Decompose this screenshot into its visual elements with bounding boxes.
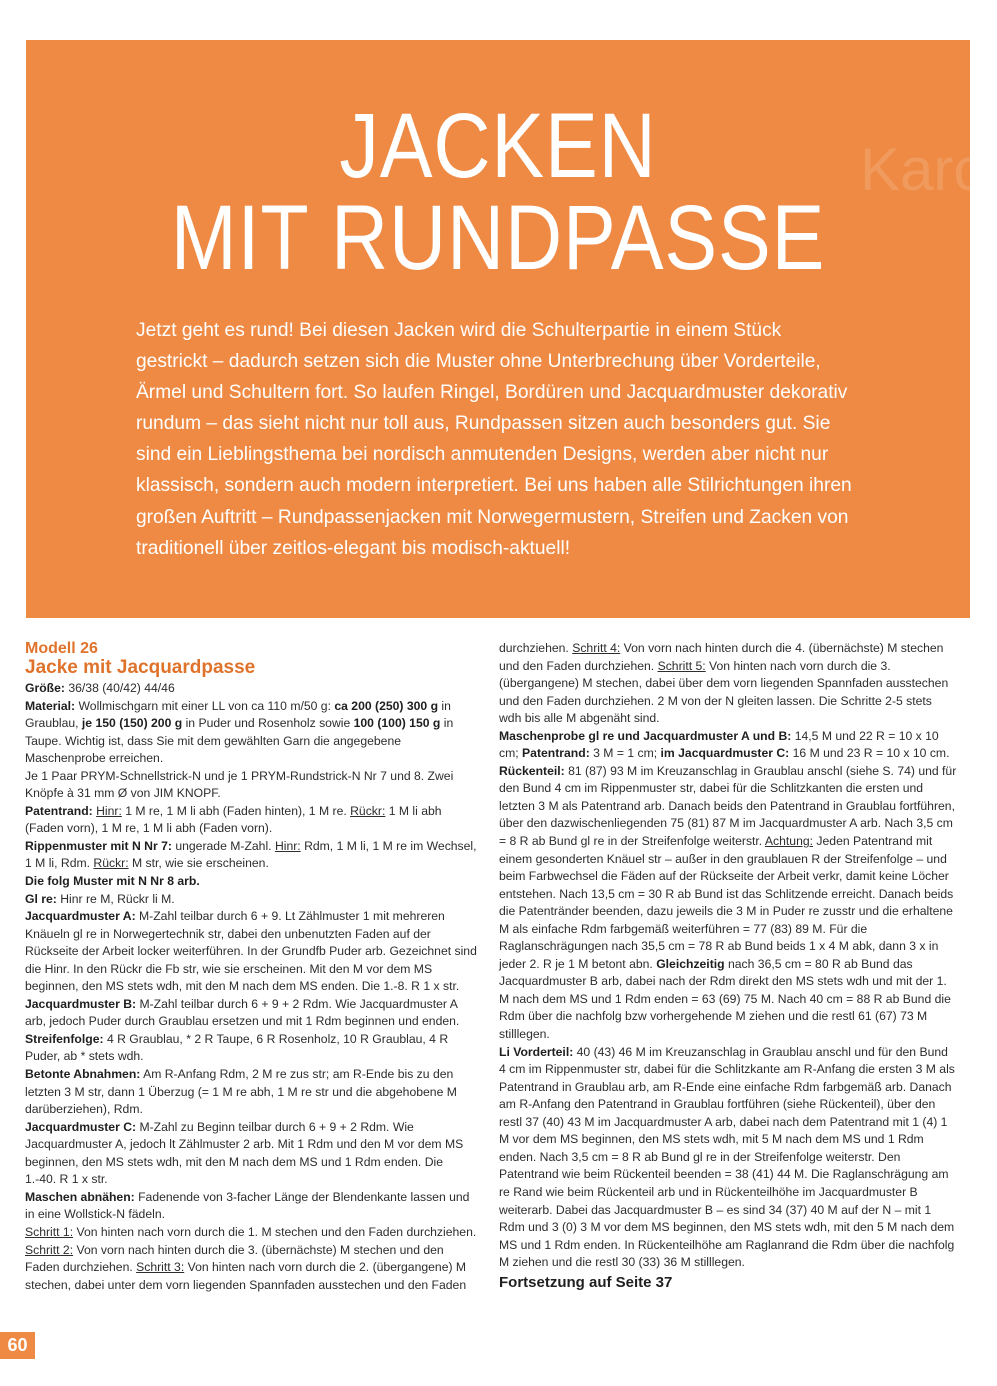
paragraph-jacquard-a: Jacquardmuster A: M-Zahl teilbar durch 6 + 9. Lt Zählmuster 1 mit mehreren Knäueln gl re in Norwegertechnik str, dabei den unbenutzten Faden auf der Rückseite der Arbeit locker weiterführen. In der Grundfb Puder arb. Gezeichnet sind die Hinr. In den Rückr die Fb str, wie sie erscheinen. Mit den M vor dem MS beginnen, den MS stets wdh, mit den M nach dem MS enden. Die 1.-8. R 1 x str. [25, 909, 477, 994]
paragraph-schritt-4-5: durchziehen. Schritt 4: Von vorn nach hinten durch die 4. (übernächste) M stechen und den Faden durchziehen. Schritt 5: Von hinten nach vorn durch die 3. (übergangene) M stechen, dabei über dem vorn liegenden Spannfaden ausstechen und den Faden durchziehen. 2 M von der N gleiten lassen. Die Schritte 2-5 stets wdh bis alle M abgenäht sind. [499, 641, 949, 726]
paragraph-gl-re: Gl re: Hinr re M, Rückr li M. [25, 891, 175, 906]
paragraph-patentrand: Patentrand: Hinr: 1 M re, 1 M li abh (Faden hinten), 1 M re. Rückr: 1 M li abh (Faden vorn), 1 M re, 1 M li abh (Faden vorn). [25, 803, 442, 836]
paragraph-schritt-2-3: Schritt 2: Von vorn nach hinten durch die 3. (übernächste) M stechen und den Faden durchziehen. Schritt 3: Von hinten nach vorn durch die 2. (übergangene) M stechen, dabei unter dem vorn liegenden Spannfaden ausstechen und den Faden [25, 1242, 467, 1292]
paragraph-schritt-1: Schritt 1: Von hinten nach vorn durch die 1. M stechen und den Faden durchziehen. [25, 1224, 477, 1239]
paragraph-betonte-abnahmen: Betonte Abnahmen: Am R-Anfang Rdm, 2 M re zus str; am R-Ende bis zu den letzten 3 M str, dann 1 Überzug (= 1 M re abh, 1 M re str und die abgehobene M darüberziehen), Rdm. [25, 1067, 457, 1117]
hero-banner [26, 40, 987, 618]
paragraph-jacquard-b: Jacquardmuster B: M-Zahl teilbar durch 6 + 9 + 2 Rdm. Wie Jacquardmuster A arb, jedoch Puder durch Graublau ersetzen und mit 1 Rdm beginnen und enden. [25, 996, 460, 1029]
paragraph-maschenprobe: Maschenprobe gl re und Jacquardmuster A und B: 14,5 M und 22 R = 10 x 10 cm; Patentrand: 3 M = 1 cm; im Jacquardmuster C: 16 M und 23 R = 10 x 10 cm. [499, 728, 950, 761]
paragraph-material: Material: Wollmischgarn mit einer LL von ca 110 m/50 g: ca 200 (250) 300 g in Graublau, je 150 (150) 200 g in Puder und Rosenholz sowie 100 (100) 150 g in Taupe. Wichtig ist, dass Sie mit dem gewählten Garn die angegebene Maschenprobe erreichen. [25, 698, 454, 766]
page-number: 60 [0, 1332, 35, 1359]
paragraph-rueckenteil: Rückenteil: 81 (87) 93 M im Kreuzanschlag in Graublau anschl (siehe S. 74) und für den Bund 4 cm im Rippenmuster str, dabei für die Schlitzkanten die ersten und letzten 3 M als Patentrand arb. Danach beids den Patentrand in Graublau fortführen, über den dazwischenliegenden 75 (81) 87 M im Jacquardmuster A arb. Nach 3,5 cm = 8 R ab Bund gl re in der Streifenfolge weiterstr. Achtung: Jeden Patentrand mit einem gesonderten Knäuel str – außer in den graublauen R der Streifenfolge – und beim Farbwechsel die Fäden auf der Rückseite der Arbeit verkr, damit keine Löcher entstehen. Nach 13,5 cm = 30 R ab Bund ist das Schlitzende erreicht. Danach beids die Patentränder beenden, dazu jeweils die 3 M in Puder re zusstr und die erhaltene M als einfache Rdm farbgemäß weiterführen = 77 (83) 89 M. Für die Raglanschrägungen nach 35,5 cm = 78 R ab Bund beids 1 x 4 M abk, dann 3 x in jeder 2. R je 1 M betont abn. Gleichzeitig nach 36,5 cm = 80 R ab Bund das Jacquardmuster B arb, dabei nach der Rdm direkt den MS stets wdh und mit der 1. M nach dem MS und 1 Rdm enden = 63 (69) 75 M. Nach 40 cm = 88 R ab Bund die Rdm über die nachfolg bzw vorhergehende M ziehen und die restl 61 (67) 73 M stilllegen. [499, 763, 957, 1042]
paragraph-groesse: Größe: 36/38 (40/42) 44/46 [25, 681, 175, 695]
right-column [499, 640, 957, 1291]
left-column [25, 640, 477, 1294]
title-line-1: JACKEN [339, 95, 657, 197]
paragraph-rippenmuster: Rippenmuster mit N Nr 7: ungerade M-Zahl. Hinr: Rdm, 1 M li, 1 M re im Wechsel, 1 M li, Rdm. Rückr: M str, wie sie erscheinen. [25, 838, 477, 871]
model-number: Modell 26 [25, 640, 98, 657]
paragraph-li-vorderteil: Li Vorderteil: 40 (43) 46 M im Kreuzanschlag in Graublau anschl und für den Bund 4 cm im Rippenmuster str, dabei für die Schlitzkante am R-Anfang die ersten 3 M als Patentrand in Graublau arb, am R-Ende eine einfache Rdm farbgemäß arb. Danach am R-Anfang den Patentrand in Graublau fortführen (siehe Rückenteil), über den restl 37 (40) 43 M im Jacquardmuster A arb, dabei nach dem Patentrand mit 1 (4) 1 M vor dem MS beginnen, den MS stets wdh, mit 5 M nach dem MS und 1 Rdm enden. Nach 3,5 cm = 8 R ab Bund gl re in der Streifenfolge weiterstr. Den Patentrand wie beim Rückenteil beenden = 38 (41) 44 M. Die Raglanschrägung am re Rand wie beim Rückenteil arb und in Rückenteilhöhe im Jacquardmuster B weiterarb. Dabei das Jacquardmuster B – es sind 34 (37) 40 M auf der N – mit 1 Rdm und 3 (0) 3 M vor dem MS beginnen, den MS stets wdh, mit den 5 M nach dem MS und 1 Rdm enden. In Rückenteilhöhe am Raglanrand die Rdm über die nachfolg M ziehen und die restl 30 (33) 36 M stilllegen. [499, 1044, 955, 1270]
paragraph-jacquard-c: Jacquardmuster C: M-Zahl zu Beginn teilbar durch 6 + 9 + 2 Rdm. Wie Jacquardmuster A, jedoch lt Zählmuster 2 arb. Mit 1 Rdm und den M vor dem MS beginnen, den MS stets wdh, mit den M nach dem MS und 1 Rdm enden. Die 1.-40. R 1 x str. [25, 1119, 464, 1187]
title-line-2: MIT RUNDPASSE [170, 187, 826, 289]
paragraph-needles: Je 1 Paar PRYM-Schnellstrick-N und je 1 PRYM-Rundstrick-N Nr 7 und 8. Zwei Knöpfe à 31 mm Ø von JIM KNOPF. [25, 768, 454, 801]
paragraph-folg-muster: Die folg Muster mit N Nr 8 arb. [25, 874, 200, 889]
page-title [92, 95, 904, 289]
model-title: Jacke mit Jacquardpasse [25, 657, 256, 678]
continuation-note: Fortsetzung auf Seite 37 [499, 1273, 673, 1291]
paragraph-maschen-abnaehen: Maschen abnähen: Fadenende von 3-facher Länge der Blendenkante lassen und in eine Wollstick-N fädeln. [25, 1189, 470, 1222]
intro-text: Jetzt geht es rund! Bei diesen Jacken wird die Schulterpartie in einem Stück gestrickt – dadurch setzen sich die Muster ohne Unterbrechung über Vorderteile, Ärmel und Schultern fort. So laufen Ringel, Bordüren und Jacquardmuster dekorativ rundum – das sieht nicht nur toll aus, Rundpassen sitzen auch besonders gut. Sie sind ein Lieblingsthema bei nordisch anmutenden Designs, werden aber nicht nur klassisch, sondern auch modern interpretiert. Bei uns haben alle Stilrichtungen ihren großen Auftritt – Rundpassenjacken mit Norwegermustern, Streifen und Zacken von traditionell über zeitlos-elegant bis modisch-aktuell! [136, 320, 852, 559]
ghost-text-decoration: Karo [860, 136, 987, 203]
paragraph-streifenfolge: Streifenfolge: 4 R Graublau, * 2 R Taupe, 6 R Rosenholz, 10 R Graublau, 4 R Puder, ab * stets wdh. [25, 1031, 449, 1064]
